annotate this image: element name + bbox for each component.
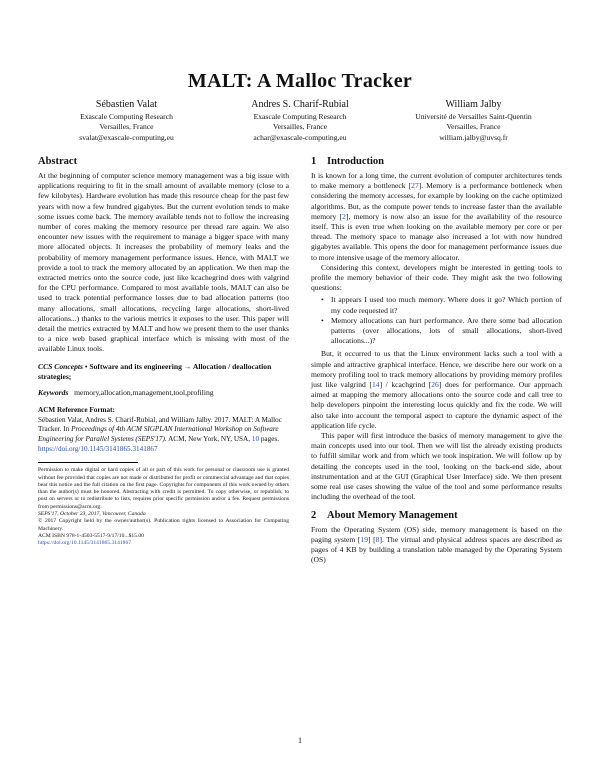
intro-heading — [311, 156, 562, 167]
section-2-heading-text: About Memory Management — [327, 509, 458, 521]
author-affiliation: Exascale Computing Research — [80, 112, 173, 121]
intro-paragraph-4: This paper will first introduce the basics of memory management to give the main concepts used into our tool. Then we will list the already existing products to fulfill similar work and from which we took inspiration. We will follow up by detailing the concepts used in the tool, looking on the back-end side, about instrumentation and at the GUI (Graphical User Interface) side. We then present some real use cases showing the value of the tool and some performance results including the overhead of the tool. — [311, 431, 562, 502]
footnote-divider — [38, 462, 138, 463]
ccs-concepts — [38, 362, 289, 382]
permission-block — [38, 467, 289, 547]
section-2-paragraph-1 — [311, 525, 562, 566]
right-column — [311, 156, 562, 565]
author-email: achar@exascale-computing,eu — [253, 132, 347, 142]
intro-p1-a: It is known for a long time, the current evolution of computer architectures tends to make memory a bottleneck [ — [311, 171, 562, 191]
sec2-p1-c: ]. The virtual and physical address spaces are described as pages of 4 KB by building a translation table managed by the Operating System (OS) — [311, 534, 562, 565]
list-item: • Memory allocations can hurt performance. Are there some bad allocation patterns (over allocations, lots of small allocations, short-lived allocations...)? — [311, 316, 562, 347]
acm-reference-heading: ACM Reference Format: — [38, 406, 115, 415]
ccs-label: CCS Concepts — [38, 361, 83, 371]
acm-ref-title: MALT: A Malloc Tracker. — [38, 415, 282, 434]
paper-title: MALT: A Malloc Tracker — [187, 70, 413, 92]
acm-ref-publisher: ACM, New York, NY, USA, — [168, 435, 251, 444]
left-column — [38, 156, 289, 548]
author-location: Versailles, France — [446, 122, 501, 132]
keywords-label: Keywords — [38, 388, 69, 398]
ccs-text: • Software and its engineering → Allocation / deallocation strategies; — [38, 361, 272, 381]
intro-p3-c: ] does for performance. Our approach aimed at mapping the memory allocations onto the source code and call tree to help developers pinpoint the interesting locus quickly and fix the code. We will also take into account the temporal aspect to capture the dynamic aspect of the application life cycle. — [311, 380, 562, 430]
acm-reference — [38, 416, 289, 454]
author-email: william.jalby@uvsq.fr — [439, 132, 508, 142]
intro-p1-c: ], memory is now also an issue for the availability of the resource itself. This is even true when looking on the available memory per core or per thread. The memory space to manage also increased a lot with now hundred gigabytes available. This opens the door for management performance issues due to more intensive usage of the memory allocator. — [311, 211, 563, 262]
author-email: svalat@exascale-computing,eu — [79, 132, 174, 142]
intro-question-list — [311, 295, 562, 346]
citation-link[interactable]: 2 — [342, 211, 346, 221]
author-location: Versailles, France — [99, 122, 154, 132]
intro-paragraph-1 — [311, 171, 562, 263]
intro-p1-b: ]. Memory is a performance bottleneck when considering the memory accesses, for example by looking on the cache optimized algorithms. But, as the compute power tends to increase faster than the available memory [ — [311, 181, 562, 221]
keywords-text: memory,allocation,management,tool,profiling — [74, 388, 214, 398]
abstract-heading: Abstract — [38, 156, 78, 167]
author-affiliation: Exascale Computing Research — [253, 112, 347, 121]
intro-paragraph-2: Considering this context, developers might be interested in getting tools to profile the memory behavior of their code. They might ask the two following questions: — [311, 262, 562, 293]
intro-p3-b: ] / kcachgrind [ — [379, 380, 432, 390]
citation-link[interactable]: 19 — [360, 534, 369, 544]
citation-link[interactable]: 8 — [375, 534, 380, 544]
citation-link[interactable]: 26 — [431, 380, 439, 390]
section-2-number: 2 — [311, 509, 317, 521]
author-name: Andres S. Charif-Rubial — [251, 99, 349, 110]
author-2 — [214, 98, 387, 143]
author-name: Sébastien Valat — [95, 99, 158, 110]
permission-copyright: © 2017 Copyright held by the owner/author(s). Publication rights licensed to Association for Computing Machinery. — [38, 518, 289, 532]
author-block — [40, 98, 560, 143]
author-name: William Jalby — [445, 99, 502, 110]
author-location: Versailles, France — [273, 122, 327, 132]
intro-paragraph-3 — [311, 349, 562, 431]
author-1 — [40, 98, 213, 143]
permission-isbn: ACM ISBN 978-1-4503-5517-9/17/10...$15.00 — [38, 532, 144, 539]
acm-ref-pages-suffix: pages. — [260, 435, 279, 444]
acm-ref-doi-link[interactable]: https://doi.org/10.1145/3141865.3141867 — [38, 444, 158, 453]
author-3 — [387, 98, 560, 143]
sec2-p1-a: From the Operating System (OS) side, memory management is based on the paging system [ — [311, 524, 562, 544]
author-affiliation: Université de Versailles Saint-Quentin — [415, 112, 532, 121]
acm-ref-authors: Sébastien Valat, Andres S. Charif-Rubial, and William Jalby. 2017. — [38, 415, 231, 424]
citation-link[interactable]: 14 — [371, 380, 380, 390]
sec2-p1-b: ] [ — [368, 534, 376, 544]
intro-section-number: 1 — [311, 156, 317, 167]
intro-heading-text: Introduction — [327, 156, 384, 167]
citation-link[interactable]: 27 — [411, 181, 419, 191]
keywords — [38, 388, 289, 398]
abstract-text: At the beginning of computer science memory management was a big issue with applications requiring to fit in the small amount of available memory (close to a few kilobytes). Hardware evolution has made this resource cheap for the past few years with now a few hundred gigabytes. But the current evolution tends to make some issues come back. The memory available tends not to follow the increasing number of cores making the memory resource per thread rare again. We also encounter new issues with the requirement to manage a bigger space with many more allocated objects. It increases the probability of memory leaks and the probability of memory management performance issues. Hence, with MALT we provide a tool to track the memory allocated by an application. We then map the extracted metrics onto the source code, just like kcachegrind does with valgrind for the CPU performance. Compared to most available tools, MALT can also be used to track potential performance losses due to bad allocation patterns (too many allocations, small allocations, recycling large allocations, short-lived allocations...) thanks to the various metrics it exposes to the user. This paper will detail the metrics extracted by MALT and how we present them to the user thanks to a nice web based graphical interface which is missing with most of the available Linux tools. — [38, 171, 289, 354]
page-number: 1 — [298, 736, 302, 745]
permission-doi-link[interactable]: https://doi.org/10.1145/3141865.3141867 — [38, 540, 132, 547]
list-item: • It appears I used too much memory. Where does it go? Which portion of my code requested it? — [311, 295, 562, 315]
intro-p3-a: But, it occurred to us that the Linux environment lacks such a tool with a simple and attractive graphical interface. Hence, we describe here our work on a memory profiling tool to track memory allocations by providing memory profiles just like valgrind [ — [311, 349, 562, 390]
acm-ref-pages-link[interactable]: 10 — [251, 435, 260, 444]
permission-text: Permission to make digital or hard copies of all or part of this work for personal or classroom use is granted without fee provided that copies are not made or distributed for profit or commercial advantage and that copies bear this notice and the full citation on the first page. Copyrights for components of this work owned by others than the author(s) must be honored. Abstracting with credit is permitted. To copy otherwise, or republish, to post on servers or to redistribute to lists, requires prior specific permission and/or a fee. Request permissions from permissions@acm.org. — [38, 467, 289, 510]
acm-ref-proceedings: Proceedings of 4th ACM SIGPLAN International Workshop on Software Engineering for Parallel Systems (SEPS'17). — [38, 425, 279, 444]
acm-ref-in: In — [63, 425, 70, 434]
section-2-heading — [311, 510, 562, 521]
permission-venue: SEPS'17, October 23, 2017, Vancouver, Canada — [38, 511, 146, 518]
